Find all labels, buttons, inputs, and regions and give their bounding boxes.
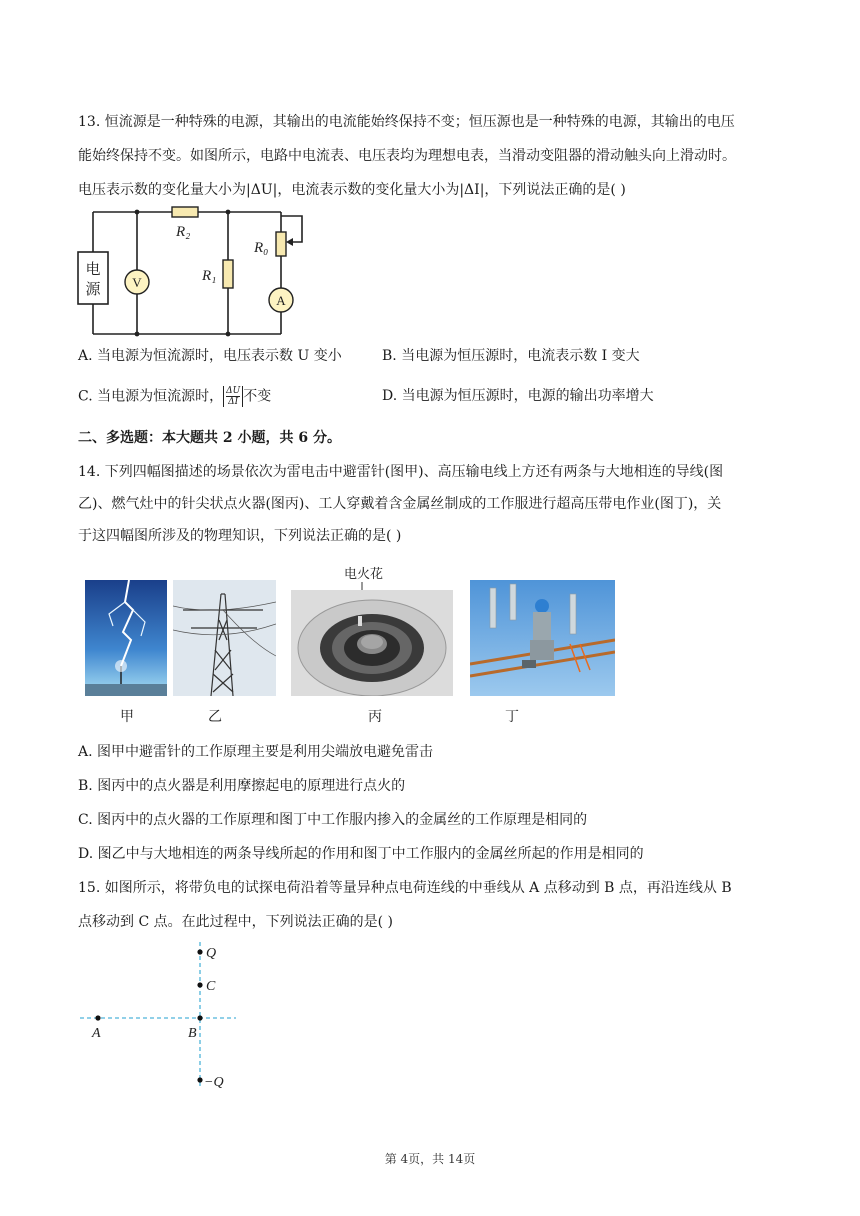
q15-line2: 点移动到 C 点。在此过程中，下列说法正确的是( ) [78, 914, 393, 930]
q14-line2: 乙)、燃气灶中的针尖状点火器(图丙)、工人穿戴着含金属丝制成的工作服进行超高压带电作业(图丁)，关 [78, 496, 722, 512]
r1-label: R₁ [202, 268, 217, 284]
label-c: C [206, 979, 216, 994]
charge-diagram [78, 940, 248, 1090]
caption-ding: 丁 [505, 709, 519, 725]
caption-bing: 丙 [368, 709, 382, 725]
q15-line1: 15. 如图所示，将带负电的试探电荷沿着等量异种点电荷连线的中垂线从 A 点移动到 B 点，再沿连线从 B [78, 880, 732, 896]
source-label-2: 源 [85, 282, 101, 298]
q13-option-a: A. 当电源为恒流源时，电压表示数 U 变小 [78, 348, 342, 364]
caption-yi: 乙 [208, 709, 222, 725]
q14-option-c: C. 图丙中的点火器的工作原理和图丁中工作服内掺入的金属丝的工作原理是相同的 [78, 812, 588, 828]
section-heading: 二、多选题：本大题共 2 小题，共 6 分。 [78, 430, 341, 446]
q13-option-c [78, 386, 271, 407]
q14-option-a: A. 图甲中避雷针的工作原理主要是利用尖端放电避免雷击 [78, 744, 434, 760]
q14-option-b: B. 图丙中的点火器是利用摩擦起电的原理进行点火的 [78, 778, 406, 794]
label-b: B [188, 1026, 197, 1041]
q13-line2: 能始终保持不变。如图所示，电路中电流表、电压表均为理想电表，当滑动变阻器的滑动触头向上滑动时。 [78, 148, 736, 164]
q14-option-d: D. 图乙中与大地相连的两条导线所起的作用和图丁中工作服内的金属丝所起的作用是相同的 [78, 846, 644, 862]
q13-line1: 13. 恒流源是一种特殊的电源，其输出的电流能始终保持不变；恒压源也是一种特殊的电源，其输出的电压 [78, 114, 735, 130]
spark-label: 电火花 [344, 567, 384, 582]
q14-line3: 于这四幅图所涉及的物理知识，下列说法正确的是( ) [78, 528, 402, 544]
q13-option-d: D. 当电源为恒压源时，电源的输出功率增大 [382, 388, 654, 404]
q13-option-c-pre: C. 当电源为恒流源时， [78, 388, 224, 405]
q13-option-b: B. 当电源为恒压源时，电流表示数 I 变大 [382, 348, 640, 364]
label-q: Q [206, 946, 217, 961]
caption-jia: 甲 [120, 709, 134, 725]
label-neg-q: −Q [204, 1075, 224, 1090]
fraction-numerator: ΔU [226, 386, 241, 396]
circuit-diagram [70, 200, 310, 342]
fraction-denominator: ΔI [228, 397, 239, 407]
photo-gas-stove [291, 590, 453, 696]
photo-worker [470, 580, 615, 696]
photo-lightning [85, 580, 167, 696]
q13-line3: 电压表示数的变化量大小为|ΔU|，电流表示数的变化量大小为|ΔI|，下列说法正确的是( ) [78, 182, 626, 198]
q13-option-c-post: 不变 [243, 388, 272, 405]
voltmeter-label: V [132, 275, 142, 290]
r2-label: R₂ [176, 224, 191, 240]
label-a: A [92, 1026, 101, 1041]
ammeter-label: A [276, 293, 286, 308]
page-footer: 第 4页，共 14页 [384, 1152, 476, 1166]
q14-line1: 14. 下列四幅图描述的场景依次为雷电击中避雷针(图甲)、高压输电线上方还有两条与大地相连的导线(图 [78, 464, 724, 480]
delta-fraction [223, 386, 243, 407]
source-label-1: 电 [85, 262, 101, 278]
r0-label: R₀ [254, 240, 269, 256]
photo-power-tower [173, 580, 276, 696]
